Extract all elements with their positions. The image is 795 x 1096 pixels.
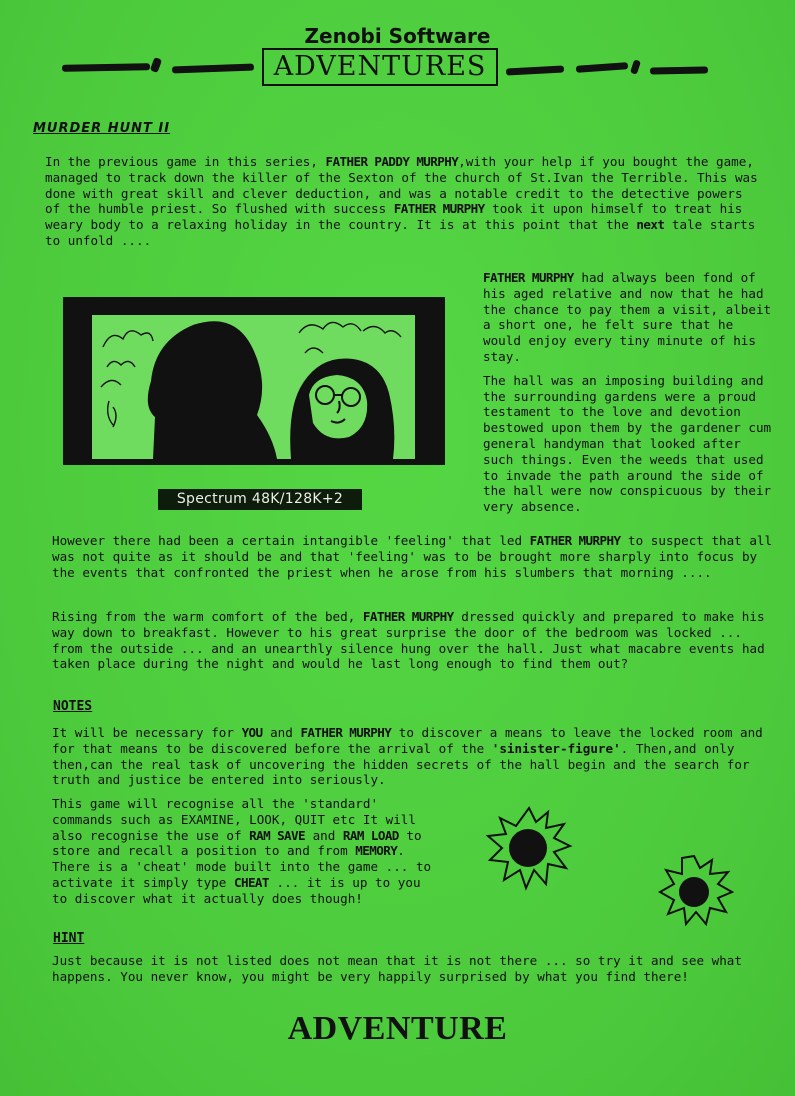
brush-stroke-right-4	[650, 66, 708, 74]
brand-name: Zenobi Software	[304, 24, 491, 48]
brush-stroke-right-1	[506, 65, 564, 75]
cheat-command: CHEAT	[233, 874, 269, 890]
brush-stroke-right-3	[630, 59, 641, 74]
right-paragraph-1: FATHER MURPHY had always been fond of his aged relative and now that he had the chance to pay them a visit, albeit a short one, he felt sure that he would enjoy every tiny minute of his stay.	[483, 270, 772, 364]
character-name: FATHER PADDY MURPHY	[325, 154, 459, 169]
you-emphasis: YOU	[241, 725, 263, 740]
hint-heading: HINT	[53, 931, 85, 946]
ram-save-command: RAM SAVE	[249, 827, 305, 843]
brush-stroke-left-3	[172, 64, 254, 74]
adventures-banner: ADVENTURES	[262, 48, 498, 86]
character-name: FATHER MURPHY	[300, 725, 392, 740]
however-paragraph: However there had been a certain intangible 'feeling' that led FATHER MURPHY to suspect that all was not quite as it should be and that 'feeling' was to be brought more sharply into focus by the events that confronted the priest when he arose from his slumbers that morning ....	[52, 533, 773, 580]
brush-stroke-right-2	[576, 62, 628, 73]
character-name: FATHER MURPHY	[529, 533, 621, 548]
character-name: FATHER MURPHY	[393, 201, 485, 217]
intro-paragraph: In the previous game in this series, FATHER PADDY MURPHY,with your help if you bought the game, managed to track down the killer of the Sexton of the church of St.Ivan the Terrible. This was done with great skill and clever deduction, and was a notable credit to the detective powers of the humble priest. So flushed with success FATHER MURPHY took it upon himself to treat his weary body to a relaxing holiday in the country. It is at this point that the next tale starts to unfold ....	[45, 154, 758, 248]
memory-emphasis: MEMORY	[355, 843, 398, 859]
character-name: FATHER MURPHY	[483, 270, 574, 285]
right-paragraph-2: The hall was an imposing building and the surrounding gardens were a proud testament to the love and devotion bestowed upon them by the gardener cum general handyman that looked after such things. Even the weeds that used to invade the path around the side of the hall were now conspicuous by their very absence.	[483, 372, 772, 515]
notes-heading: NOTES	[53, 699, 93, 714]
bullet-hole-icon	[484, 804, 574, 892]
right-column	[483, 270, 775, 523]
game-illustration	[63, 297, 445, 465]
rising-paragraph: Rising from the warm comfort of the bed, FATHER MURPHY dressed quickly and prepared to make his way down to breakfast. However to his great surprise the door of the bedroom was locked ... from the outside ... and an unearthly silence hung over the hall. Just what macabre events had taken place during the night and would he last long enough to find them out?	[52, 609, 765, 672]
next-emphasis: next	[636, 217, 665, 233]
game-title: MURDER HUNT II	[33, 121, 171, 136]
game-notes-paragraph: This game will recognise all the 'standard' commands such as EXAMINE, LOOK, QUIT etc It will also recognise the use of RAM SAVE and RAM LOAD to store and recall a position to and from MEMORY. There is a 'cheat' mode built into the game ... to activate it simply type CHEAT ... it is up to you to discover what it actually does though!	[52, 796, 432, 906]
platform-label: Spectrum 48K/128K+2	[158, 489, 362, 510]
hint-paragraph: Just because it is not listed does not mean that it is not there ... so try it and see what happens. You never know, you might be very happily surprised by what you find there!	[52, 953, 742, 984]
notes-paragraph: It will be necessary for YOU and FATHER MURPHY to discover a means to leave the locked room and for that means to be discovered before the arrival of the 'sinister-figure'. Then,and only then,can the real task of uncovering the hidden secrets of the hall begin and the search for truth and justice be entered into seriously.	[52, 725, 763, 788]
brush-stroke-left-1	[62, 63, 150, 72]
character-name: FATHER MURPHY	[362, 609, 454, 624]
sinister-figure-emphasis: 'sinister-figure'	[491, 740, 621, 756]
ram-load-command: RAM LOAD	[342, 827, 399, 843]
brush-stroke-left-2	[150, 57, 162, 73]
bullet-hole-icon	[656, 852, 734, 928]
footer-title: ADVENTURE	[287, 1010, 508, 1047]
